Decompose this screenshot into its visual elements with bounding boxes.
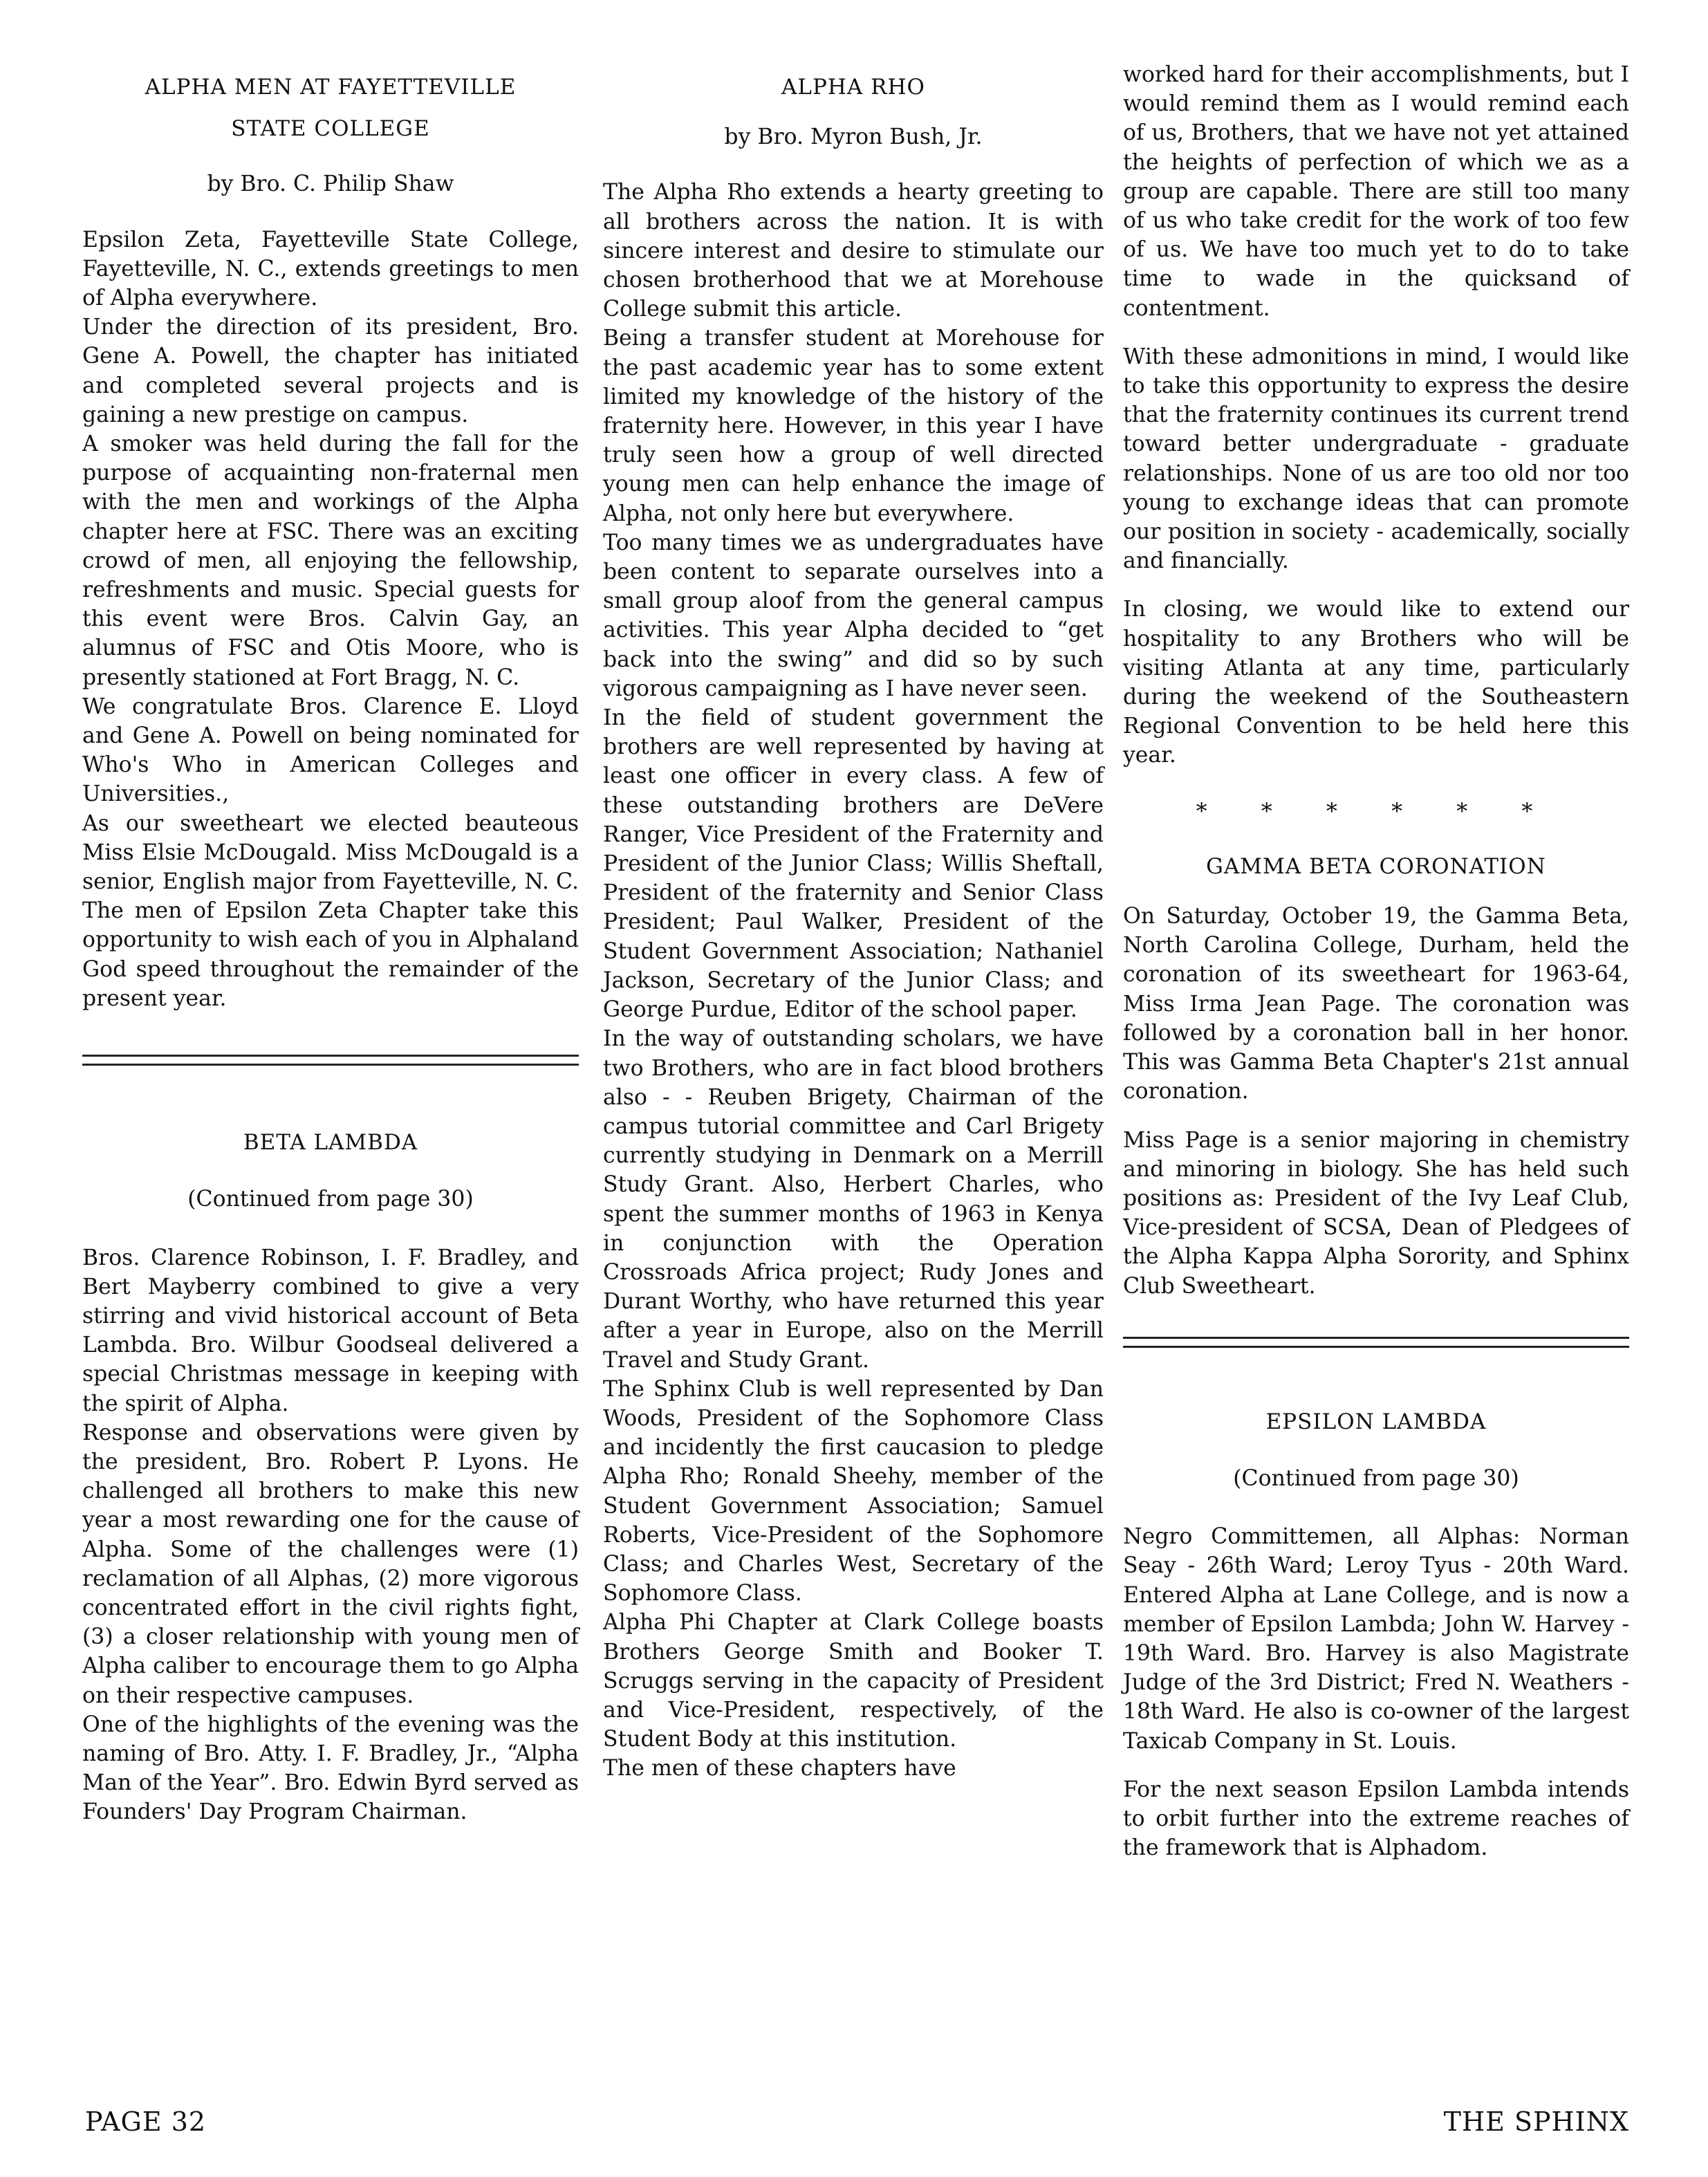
continued-note: (Continued from page 30) xyxy=(1233,1465,1519,1491)
paragraph: The Alpha Rho extends a hearty greeting to all brothers across the nation. It is with sincere interest and desire to stimulate our chosen brotherhood that we at Morehouse College submit this article. xyxy=(603,180,1104,322)
paragraph: Miss Page is a senior majoring in chemistry and minoring in biology. She has held such positions as: President of the Ivy Leaf Club, Vice-president of SCSA, Dean of Pledgees of the Alpha Kappa Alpha Sorority, and Sphinx Club Sweetheart. xyxy=(1123,1127,1629,1299)
article-title: GAMMA BETA CORONATION xyxy=(1206,853,1546,879)
publication-name: THE SPHINX xyxy=(1443,2106,1629,2137)
article-title: ALPHA MEN AT FAYETTEVILLE xyxy=(145,75,517,100)
paragraph: In the way of outstanding scholars, we have two Brothers, who are in fact blood brothers also - - Reuben Brigety, Chairman of the campus tutorial committee and Carl Brigety currently studying in Denmark on a Merrill Study Grant. Also, Herbert Charles, who spent the summer months of 1963 in Kenya in conjunction with the Operation Crossroads Africa project; Rudy Jones and Durant Worthy, who have returned this year after a year in Europe, also on the Merrill Travel and Study Grant. xyxy=(603,1026,1104,1373)
paragraph: The men of these chapters have xyxy=(603,1756,956,1781)
section-divider xyxy=(82,1055,579,1066)
section-separator-stars: * * * * * * xyxy=(1196,797,1557,824)
column-1 xyxy=(82,66,579,1827)
column-3 xyxy=(1123,60,1629,1862)
paragraph: Negro Committemen, all Alphas: Norman Seay - 26th Ward; Leroy Tyus - 20th Ward. Entered Alpha at Lane College, and is now a member of Epsilon Lambda; John W. Harvey - 19th Ward. Bro. Harvey is also Magistrate Judge of the 3rd District; Fred N. Weathers - 18th Ward. He also is co-owner of the largest Taxicab Company in St. Louis. xyxy=(1123,1524,1629,1754)
section-divider xyxy=(1123,1337,1629,1348)
paragraph: Response and observations were given by the president, Bro. Robert P. Lyons. He challenged all brothers to make this new year a most rewarding one for the cause of Alpha. Some of the challenges were (1) reclamation of all Alphas, (2) more vigorous concentrated effort in the civil rights fight, (3) a closer relationship with young men of Alpha caliber to encourage them to go Alpha on their respective campuses. xyxy=(82,1420,579,1708)
paragraph: We congratulate Bros. Clarence E. Lloyd and Gene A. Powell on being nominated for Who's Who in American Colleges and Universities., xyxy=(82,694,579,807)
paragraph: In closing, we would like to extend our hospitality to any Brothers who will be visiting Atlanta at any time, particularly during the weekend of the Southeastern Regional Convention to be held here this year. xyxy=(1123,597,1629,768)
continued-note: (Continued from page 30) xyxy=(187,1187,474,1212)
paragraph: Bros. Clarence Robinson, I. F. Bradley, and Bert Mayberry combined to give a very stirring and vivid historical account of Beta Lambda. Bro. Wilbur Goodseal delivered a special Christmas message in keeping with the spirit of Alpha. xyxy=(82,1245,579,1416)
article-title: EPSILON LAMBDA xyxy=(1265,1409,1487,1434)
paragraph: Too many times we as undergraduates have been content to separate ourselves into a small group aloof from the general campus activities. This year Alpha decided to “get back into the swing” and did so by such vigorous campaigning as I have never seen. xyxy=(603,530,1104,701)
article-title-line-2: STATE COLLEGE xyxy=(231,116,430,142)
paragraph: Alpha Phi Chapter at Clark College boasts Brothers George Smith and Booker T. Scruggs serving in the capacity of President and Vice-President, respectively, of the Student Body at this institution. xyxy=(603,1610,1104,1752)
column-2 xyxy=(603,66,1104,1784)
paragraph: In the field of student government the brothers are well represented by having at least one officer in every class. A few of these outstanding brothers are DeVere Ranger, Vice President of the Fraternity and President of the Junior Class; Willis Sheftall, President of the fraternity and Senior Class President; Paul Walker, President of the Student Government Association; Nathaniel Jackson, Secretary of the Junior Class; and George Purdue, Editor of the school paper. xyxy=(603,705,1104,1023)
paragraph: Under the direction of its president, Bro. Gene A. Powell, the chapter has initiated and completed several projects and is gaining a new prestige on campus. xyxy=(82,315,579,427)
paragraph: A smoker was held during the fall for the purpose of acquainting non-fraternal men with the men and workings of the Alpha chapter here at FSC. There was an exciting crowd of men, all enjoying the fellowship, refreshments and music. Special guests for this event were Bros. Calvin Gay, an alumnus of FSC and Otis Moore, who is presently stationed at Fort Bragg, N. C. xyxy=(82,432,579,690)
paragraph: Epsilon Zeta, Fayetteville State College, Fayetteville, N. C., extends greetings to men of Alpha everywhere. xyxy=(82,227,579,311)
paragraph: The men of Epsilon Zeta Chapter take this opportunity to wish each of you in Alphaland God speed throughout the remainder of the present year. xyxy=(82,898,579,1011)
paragraph: Being a transfer student at Morehouse for the past academic year has to some extent limited my knowledge of the history of the fraternity here. However, in this year I have truly seen how a group of well directed young men can help enhance the image of Alpha, not only here but everywhere. xyxy=(603,326,1104,526)
paragraph: With these admonitions in mind, I would like to take this opportunity to express the desire that the fraternity continues its current trend toward better undergraduate - graduate relationships. None of us are too old nor too young to exchange ideas that can promote our position in society - academically, socially and financially. xyxy=(1123,344,1629,574)
byline: by Bro. C. Philip Shaw xyxy=(207,172,454,197)
article-title: ALPHA RHO xyxy=(781,75,925,100)
paragraph: As our sweetheart we elected beauteous Miss Elsie McDougald. Miss McDougald is a senior, English major from Fayetteville, N. C. xyxy=(82,810,579,895)
paragraph: For the next season Epsilon Lambda intends to orbit further into the extreme reaches of the framework that is Alphadom. xyxy=(1123,1777,1629,1861)
paragraph: worked hard for their accomplishments, but I would remind them as I would remind each of us, Brothers, that we have not yet attained the heights of perfection of which we as a group are capable. There are still too many of us who take credit for the work of too few of us. We have too much yet to do to take time to wade in the quicksand of contentment. xyxy=(1123,62,1629,321)
paragraph: On Saturday, October 19, the Gamma Beta, North Carolina College, Durham, held the coronation of its sweetheart for 1963-64, Miss Irma Jean Page. The coronation was followed by a coronation ball in her honor. This was Gamma Beta Chapter's 21st annual coronation. xyxy=(1123,904,1629,1104)
byline: by Bro. Myron Bush, Jr. xyxy=(724,124,983,150)
paragraph: One of the highlights of the evening was the naming of Bro. Atty. I. F. Bradley, Jr., “Alpha Man of the Year”. Bro. Edwin Byrd served as Founders' Day Program Chairman. xyxy=(82,1712,579,1825)
paragraph: The Sphinx Club is well represented by Dan Woods, President of the Sophomore Class and incidently the first caucasion to pledge Alpha Rho; Ronald Sheehy, member of the Student Government Association; Samuel Roberts, Vice-President of the Sophomore Class; and Charles West, Secretary of the Sophomore Class. xyxy=(603,1376,1104,1606)
page-number: PAGE 32 xyxy=(85,2106,207,2137)
article-title: BETA LAMBDA xyxy=(243,1130,418,1156)
